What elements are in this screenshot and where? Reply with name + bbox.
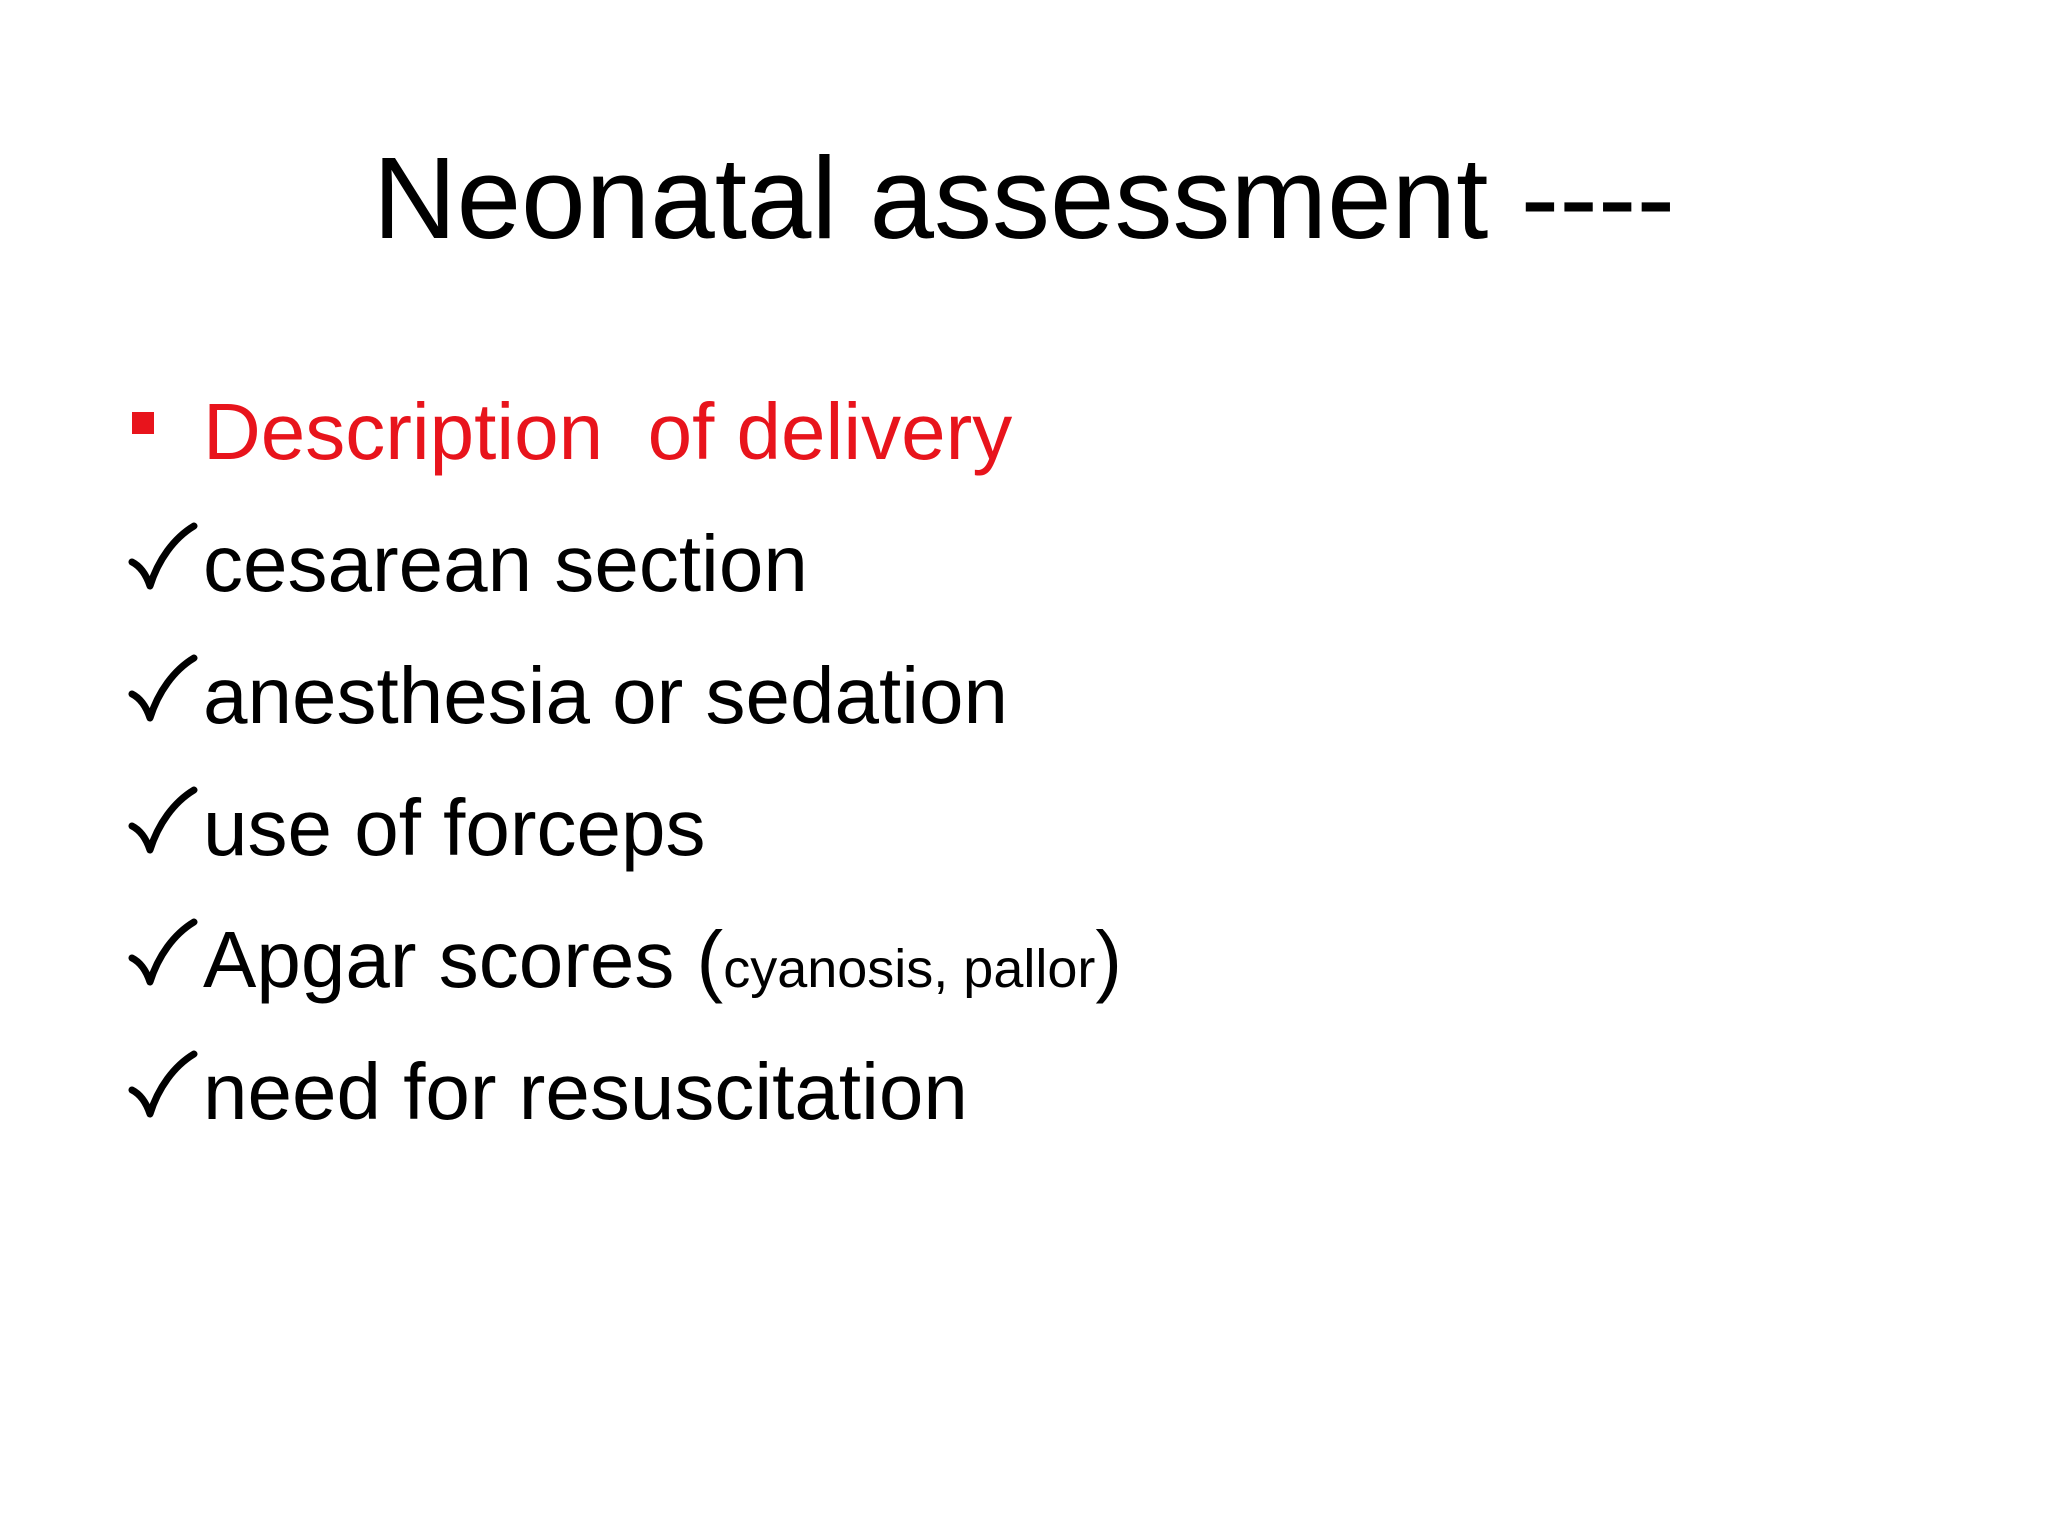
bullet-list <box>128 382 1928 1174</box>
square-icon <box>132 412 154 434</box>
list-item-label: use of forceps <box>203 783 706 872</box>
list-item <box>128 910 1928 1042</box>
list-item-label: Apgar scores ( <box>203 915 724 1004</box>
checkmark-icon <box>128 918 198 988</box>
list-item-detail: cyanosis, pallor <box>723 939 1096 999</box>
checkmark-icon <box>128 786 198 856</box>
list-item <box>128 646 1928 778</box>
list-item-label: need for resuscitation <box>203 1047 968 1136</box>
list-item-label: cesarean section <box>203 519 808 608</box>
list-heading-label: Description of delivery <box>203 387 1013 476</box>
list-item-label: anesthesia or sedation <box>203 651 1008 740</box>
slide-title: Neonatal assessment ---- <box>372 133 1676 263</box>
list-heading <box>128 382 1928 514</box>
checkmark-icon <box>128 522 198 592</box>
list-item-label-end: ) <box>1095 915 1123 1004</box>
checkmark-icon <box>128 654 198 724</box>
list-item <box>128 1042 1928 1174</box>
list-item <box>128 778 1928 910</box>
checkmark-icon <box>128 1050 198 1120</box>
list-item <box>128 514 1928 646</box>
